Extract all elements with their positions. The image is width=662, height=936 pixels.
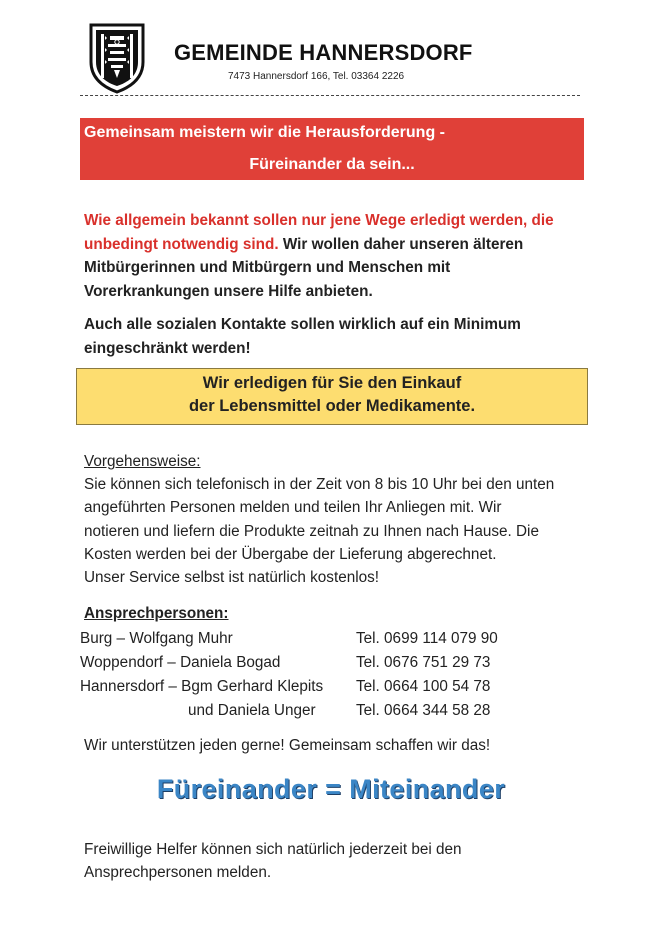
social-line-1: Auch alle sozialen Kontakte sollen wirklich auf ein Minimum <box>84 316 521 333</box>
contact-phone: Tel. 0664 100 54 78 <box>356 678 491 695</box>
slogan: Füreinander = Miteinander <box>156 774 506 804</box>
contact-phone: Tel. 0676 751 29 73 <box>356 654 491 671</box>
municipality-address: 7473 Hannersdorf 166, Tel. 03364 2226 <box>228 71 405 82</box>
intro-paragraph <box>84 209 554 303</box>
headline-banner <box>80 118 584 180</box>
contact-row <box>80 675 540 699</box>
highlight-line-2: der Lebensmittel oder Medikamente. <box>188 397 476 415</box>
intro-red-text-2: unbedingt notwendig sind. <box>84 235 279 253</box>
volunteers-line-2: Ansprechpersonen melden. <box>84 864 272 882</box>
intro-text-line-3: Mitbürgerinnen und Mitbürgern und Menschen mit <box>84 259 451 276</box>
contacts-heading <box>84 602 229 625</box>
procedure-line: Unser Service selbst ist natürlich kostenlos! <box>84 569 380 587</box>
procedure-line: angeführten Personen melden und teilen Ihr Anliegen mit. Wir <box>84 499 502 517</box>
banner-line-1: Gemeinsam meistern wir die Herausforderung - <box>84 124 445 141</box>
contact-name: Burg – Wolfgang Muhr <box>80 630 233 647</box>
header-divider <box>80 95 580 96</box>
intro-text-line-4: Vorerkrankungen unsere Hilfe anbieten. <box>84 282 373 300</box>
volunteers-line-1: Freiwillige Helfer können sich natürlich jederzeit bei den <box>84 841 462 858</box>
contact-row <box>80 627 540 651</box>
procedure-heading: Vorgehensweise: <box>84 453 201 470</box>
contact-name: und Daniela Unger <box>188 702 316 719</box>
social-line-2: eingeschränkt werden! <box>84 339 251 357</box>
banner-line-2: Füreinander da sein... <box>249 156 415 173</box>
municipality-name: GEMEINDE HANNERSDORF <box>174 40 473 65</box>
volunteers-paragraph <box>84 838 462 884</box>
social-contacts-paragraph <box>84 313 521 360</box>
procedure-line: Sie können sich telefonisch in der Zeit von 8 bis 10 Uhr bei den unten <box>84 476 555 494</box>
service-highlight-box <box>76 368 588 425</box>
support-statement: Wir unterstützen jeden gerne! Gemeinsam schaffen wir das! <box>84 737 491 754</box>
contact-name: Hannersdorf – Bgm Gerhard Klepits <box>80 678 324 695</box>
contact-row <box>80 651 540 675</box>
procedure-section <box>84 450 554 589</box>
contacts-list <box>80 627 540 723</box>
procedure-line: notieren und liefern die Produkte zeitnah zu Ihnen nach Hause. Die <box>84 522 539 540</box>
intro-red-text: Wie allgemein bekannt sollen nur jene Wege erledigt werden, die <box>84 212 554 229</box>
procedure-line: Kosten werden bei der Übergabe der Lieferung abgerechnet. <box>84 545 497 563</box>
contact-phone: Tel. 0664 344 58 28 <box>356 702 491 719</box>
contact-phone: Tel. 0699 114 079 90 <box>356 630 498 647</box>
municipal-coat-of-arms <box>88 22 146 94</box>
contact-row <box>80 699 540 723</box>
contacts-heading-text: Ansprechpersonen: <box>84 605 229 622</box>
contact-name: Woppendorf – Daniela Bogad <box>80 654 281 671</box>
intro-text: Wir wollen daher unseren älteren <box>278 235 524 253</box>
highlight-line-1: Wir erledigen für Sie den Einkauf <box>202 374 462 392</box>
